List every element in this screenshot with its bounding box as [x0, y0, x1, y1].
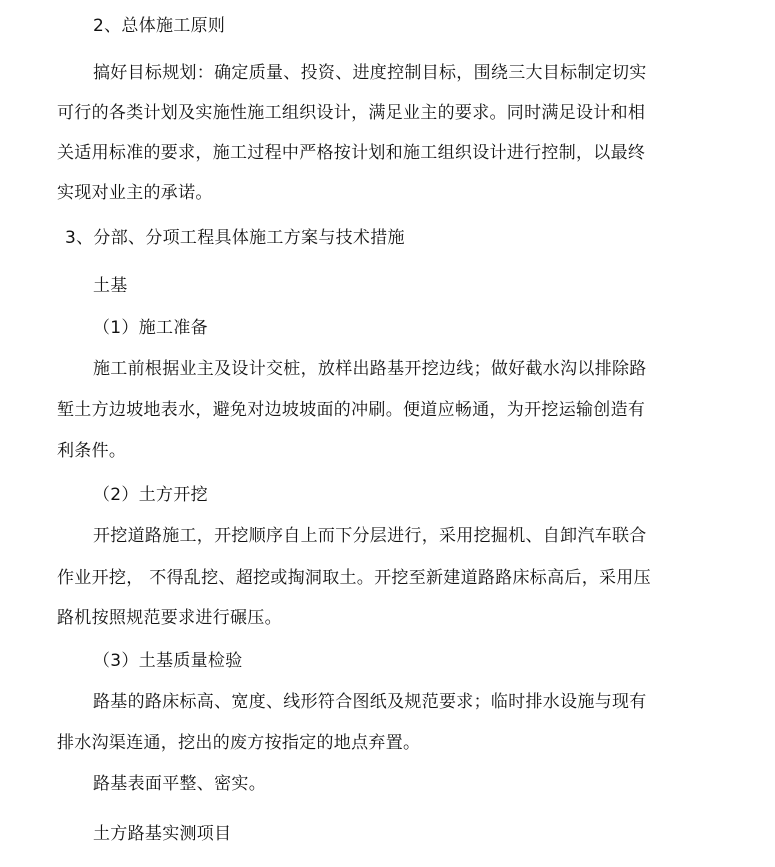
item-2-line-2: 作业开挖， 不得乱挖、超挖或掏洞取土。开挖至新建道路路床标高后，采用压: [57, 568, 651, 588]
item-1-line-1: 施工前根据业主及设计交桩，放样出路基开挖边线；做好截水沟以排除路: [93, 359, 647, 379]
subheading-tuji: 土基: [93, 276, 128, 296]
section-2-line-2: 可行的各类计划及实施性施工组织设计，满足业主的要求。同时满足设计和相: [57, 103, 646, 123]
item-3-heading: （3）土基质量检验: [93, 651, 243, 671]
item-3-line-2: 排水沟渠连通，挖出的废方按指定的地点弃置。: [57, 733, 421, 753]
item-2-line-1: 开挖道路施工，开挖顺序自上而下分层进行，采用挖掘机、自卸汽车联合: [93, 526, 647, 546]
item-1-line-3: 利条件。: [57, 441, 127, 461]
item-1-heading: （1）施工准备: [93, 318, 208, 338]
section-2-line-4: 实现对业主的承诺。: [57, 183, 213, 203]
closing-heading: 土方路基实测项目: [93, 824, 232, 844]
item-2-heading: （2）土方开挖: [93, 485, 208, 505]
item-1-line-2: 堑土方边坡地表水，避免对边坡坡面的冲刷。便道应畅通，为开挖运输创造有: [57, 400, 646, 420]
item-3-extra: 路基表面平整、密实。: [93, 774, 266, 794]
item-2-line-3: 路机按照规范要求进行碾压。: [57, 608, 282, 628]
section-3-heading: 3、分部、分项工程具体施工方案与技术措施: [65, 228, 405, 248]
section-2-line-3: 关适用标准的要求，施工过程中严格按计划和施工组织设计进行控制，以最终: [57, 143, 646, 163]
section-2-line-1: 搞好目标规划：确定质量、投资、进度控制目标，围绕三大目标制定切实: [93, 63, 647, 83]
section-2-heading: 2、总体施工原则: [93, 16, 226, 36]
item-3-line-1: 路基的路床标高、宽度、线形符合图纸及规范要求；临时排水设施与现有: [93, 692, 647, 712]
